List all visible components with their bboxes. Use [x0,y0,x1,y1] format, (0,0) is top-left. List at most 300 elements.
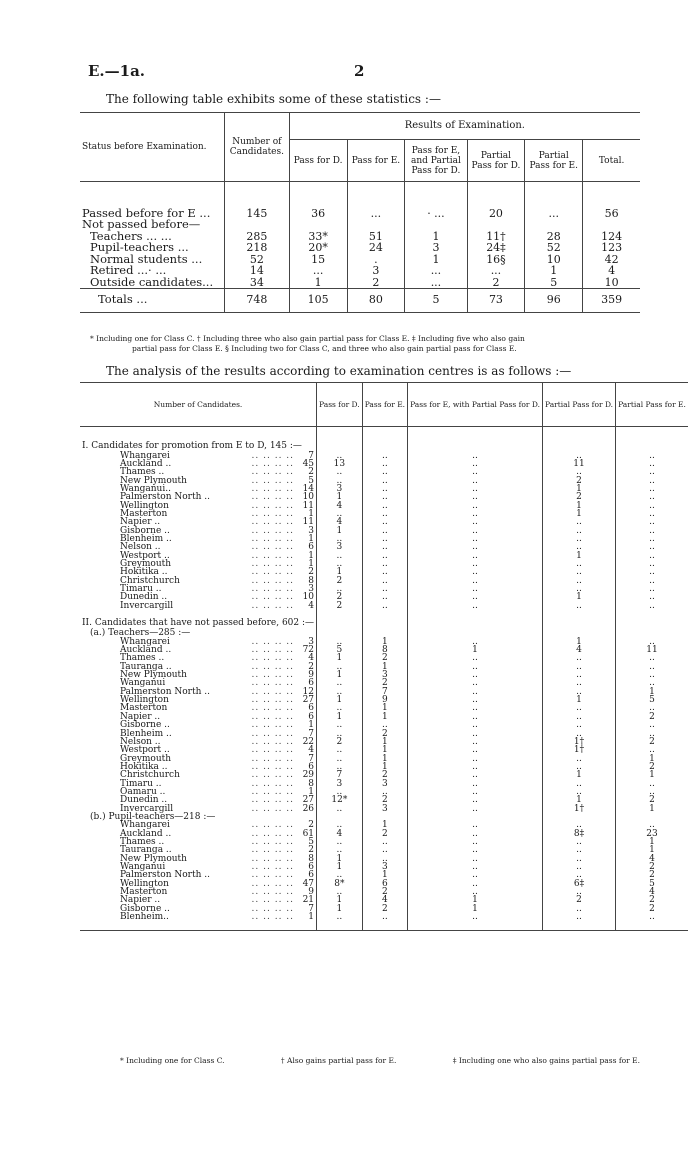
leader-dots: .. .. .. .. [251,542,295,553]
centre-name: Christchurch [120,575,180,586]
result-value: 2 [616,713,688,721]
centre-name: Napier .. [120,517,161,528]
result-value: 13 [317,460,363,468]
result-value: .. [362,721,407,729]
result-value: .. [362,560,407,568]
centre-name: Wellington [120,695,169,706]
number-of-candidates: 10 [302,592,315,603]
result-value: .. [616,593,688,601]
result-value: .. [362,577,407,585]
result-value: .. [408,568,543,576]
centre-name: Tauranga .. [120,845,172,856]
leader-dots: .. .. .. .. [251,720,295,731]
result-value: .. [616,746,688,754]
analysis-column-header: Pass for E, with Partial Pass for D. [408,383,543,427]
result-value: .. [542,838,615,846]
leader-dots: .. .. .. .. [251,483,295,494]
row-label: Passed before for E ... [82,205,211,220]
result-value: .. [362,460,407,468]
number-of-candidates: 6 [308,711,315,722]
leader-dots: .. .. .. .. [251,550,295,561]
result-value: .. [408,502,543,510]
result-value: 1 [317,905,363,913]
result-value: 3 [317,485,363,493]
empty-cell [542,441,615,452]
row-value: 14 [225,265,290,277]
result-value: .. [317,755,363,763]
result-value: .. [542,602,615,610]
result-value: .. [408,871,543,879]
result-value: .. [616,821,688,829]
statistics-table [80,112,640,313]
results-column-header: Partial Pass for D. [467,140,525,182]
result-value: .. [616,527,688,535]
row-value: 96 [525,288,583,312]
result-value: .. [542,452,615,460]
number-group [252,805,314,813]
leader-dots: .. .. .. .. [251,450,295,461]
result-value: 1 [616,688,688,696]
result-value: .. [362,846,407,854]
number-of-candidates: 21 [302,895,315,906]
result-value: .. [317,788,363,796]
row-value: 145 [225,208,290,220]
result-value: .. [317,704,363,712]
result-value: .. [616,552,688,560]
result-value: .. [616,679,688,687]
result-value: 1† [542,738,615,746]
result-value: 1 [616,771,688,779]
result-value: .. [616,671,688,679]
number-of-candidates: 5 [308,836,315,847]
centre-name: Thames .. [120,653,165,664]
result-value: .. [317,746,363,754]
row-value: 56 [583,208,640,220]
centre-name: Blenheim .. [120,533,172,544]
centre-name: Gisborne .. [120,525,170,536]
centre-name: Palmerston North .. [120,492,210,503]
result-value: 5 [616,880,688,888]
row-value: ... [405,265,467,277]
centre-name: Masterton [120,703,168,714]
result-value: .. [542,679,615,687]
row-value: 5 [405,288,467,312]
number-of-candidates: 1 [308,550,315,561]
result-value: .. [542,730,615,738]
empty-cell [616,618,688,629]
row-label: Pupil-teachers ... [90,240,189,254]
report-reference: E.—1a. [88,62,146,80]
number-of-candidates: 6 [308,678,315,689]
number-of-candidates: 1 [308,508,315,519]
result-value: .. [362,913,407,921]
result-value: 2 [317,738,363,746]
result-value: .. [317,821,363,829]
result-value: 1 [542,696,615,704]
empty-cell [362,618,407,629]
result-value: .. [542,663,615,671]
empty-cell [317,618,363,629]
footnote: ‡ Including one who also gains partial pass for E. [452,1056,640,1065]
row-value: ... [289,265,347,277]
row-value: 3 [405,242,467,254]
centre-name: Nelson .. [120,736,161,747]
number-of-candidates: 12 [302,686,315,697]
centre-name: Dunedin .. [120,592,168,603]
number-of-candidates: 7 [308,903,315,914]
result-value: .. [616,602,688,610]
result-value: .. [542,780,615,788]
result-value: .. [362,452,407,460]
result-value: .. [317,552,363,560]
result-value: 2 [362,888,407,896]
row-value: 24‡ [467,242,525,254]
centre-name: Gisborne .. [120,903,170,914]
result-value: 2 [362,730,407,738]
number-of-candidates: 4 [308,745,315,756]
row-value: 285 [225,231,290,243]
row-value: 11† [467,231,525,243]
result-value: .. [408,738,543,746]
result-value: .. [408,838,543,846]
subsection-heading: (a.) Teachers—285 :— [90,628,191,639]
result-value: .. [616,730,688,738]
number-of-candidates: 27 [302,695,315,706]
result-value: 7 [317,771,363,779]
result-value: .. [408,593,543,601]
number-of-candidates: 1 [308,912,315,923]
leader-dots: .. .. .. .. [251,803,295,814]
centre-name: Whangarei [120,636,170,647]
result-value: 2 [362,830,407,838]
result-value: .. [317,763,363,771]
empty-cell [317,441,363,452]
result-value: 1 [542,485,615,493]
centre-row [80,602,688,610]
result-value: 1 [317,527,363,535]
row-value: 51 [347,231,405,243]
empty-cell [542,618,615,629]
number-of-candidates: 9 [308,670,315,681]
result-value: .. [408,821,543,829]
centre-name: Dunedin .. [120,795,168,806]
number-of-candidates: 4 [308,653,315,664]
leader-dots: .. .. .. .. [251,695,295,706]
centre-name: Wellington [120,878,169,889]
number-of-candidates: 26 [302,803,315,814]
result-value: .. [542,568,615,576]
leader-dots: .. .. .. .. [251,525,295,536]
result-value: 3 [317,780,363,788]
result-value: .. [542,788,615,796]
leader-dots: .. .. .. .. [251,770,295,781]
row-value: 2 [347,277,405,289]
row-value: 28 [525,231,583,243]
row-value: ... [525,208,583,220]
number-of-candidates: 7 [308,728,315,739]
result-value: .. [616,568,688,576]
result-value: .. [362,838,407,846]
row-value: ... [467,265,525,277]
result-value: .. [542,863,615,871]
leader-dots: .. .. .. .. [251,600,295,611]
result-value: .. [362,593,407,601]
leader-dots: .. .. .. .. [251,533,295,544]
centre-name: Westport .. [120,745,170,756]
result-value: .. [408,855,543,863]
result-value: .. [616,452,688,460]
result-value: .. [542,888,615,896]
section-heading: I. Candidates for promotion from E to D, 145 :— [82,440,302,451]
result-value: .. [408,577,543,585]
result-value: 2 [362,771,407,779]
analysis-column-header: Pass for E. [362,383,407,427]
analysis-table [80,382,688,931]
result-value: .. [408,602,543,610]
number-of-candidates: 8 [308,575,315,586]
result-value: .. [408,485,543,493]
result-value: .. [408,493,543,501]
result-value: 1 [362,713,407,721]
result-value: .. [542,560,615,568]
result-value: .. [542,535,615,543]
result-value: .. [317,510,363,518]
centre-name: Masterton [120,508,168,519]
number-of-candidates: 2 [308,661,315,672]
result-value: 2 [616,896,688,904]
result-value: .. [542,468,615,476]
result-value: 2 [616,763,688,771]
result-value: 1 [616,805,688,813]
result-value: .. [362,568,407,576]
result-value: .. [542,913,615,921]
result-value: 1 [362,638,407,646]
centre-name: New Plymouth [120,670,187,681]
row-value [467,219,525,231]
result-value: .. [616,560,688,568]
leader-dots: .. .. .. .. [251,686,295,697]
row-value: 124 [583,231,640,243]
result-value: .. [408,679,543,687]
number-of-candidates: 22 [302,736,315,747]
result-value: .. [362,468,407,476]
result-value: .. [362,585,407,593]
result-value: .. [616,493,688,501]
result-value: 1 [317,654,363,662]
leader-dots: .. .. .. .. [251,912,295,923]
result-value: .. [408,560,543,568]
result-value: .. [542,671,615,679]
result-value: 5 [317,646,363,654]
result-value: .. [317,468,363,476]
row-value: 80 [347,288,405,312]
footnote-line: * Including one for Class C. † Including three who also gain partial pass for Class E. ‡ Including five who also gain [90,334,525,343]
result-value: 8* [317,880,363,888]
result-value: .. [408,638,543,646]
candidates-header: Number of Candidates. [153,399,243,409]
statistics-row [80,288,640,312]
leader-dots: .. .. .. .. [251,878,295,889]
intro-text: The following table exhibits some of these statistics :— [106,92,441,106]
result-value: 1 [542,796,615,804]
centre-name: Gisborne .. [120,720,170,731]
leader-dots: .. .. .. .. [251,458,295,469]
row-value: 10 [525,254,583,266]
empty-cell [616,441,688,452]
result-value: .. [408,704,543,712]
number-of-candidates: 6 [308,542,315,553]
row-value: 73 [467,288,525,312]
result-value: .. [408,805,543,813]
number-of-candidates: 5 [308,475,315,486]
result-value: .. [317,560,363,568]
number-of-candidates: 7 [308,450,315,461]
row-label: Retired ...· ... [90,263,167,277]
result-value: 1 [362,871,407,879]
number-group [252,602,314,610]
result-value: .. [317,838,363,846]
result-value: 6 [362,880,407,888]
page-header [88,62,368,80]
row-label: Teachers ... ... [90,228,172,243]
result-value: .. [362,527,407,535]
result-value: 2 [616,863,688,871]
number-of-candidates: 6 [308,703,315,714]
result-value: .. [542,855,615,863]
result-value: 1 [317,696,363,704]
result-value: 1 [362,821,407,829]
row-value: 10 [583,277,640,289]
centre-row [80,913,688,921]
row-value: 20* [289,242,347,254]
result-value: .. [317,477,363,485]
leader-dots: .. .. .. .. [251,467,295,478]
result-value: .. [542,905,615,913]
result-value: .. [362,502,407,510]
row-value: 33* [289,231,347,243]
number-of-candidates: 27 [302,795,315,806]
centre-name: Wanganui [120,678,166,689]
result-value: .. [408,688,543,696]
result-value: .. [317,730,363,738]
empty-cell [408,441,543,452]
section-heading-row [80,441,688,452]
leader-dots: .. .. .. .. [251,500,295,511]
result-value: 1 [408,896,543,904]
result-value: .. [408,913,543,921]
row-label: Not passed before— [82,217,201,231]
result-value: 1 [317,568,363,576]
result-value: 2 [362,654,407,662]
leader-dots: .. .. .. .. [251,645,295,656]
result-value: .. [408,535,543,543]
number-of-candidates: 4 [308,600,315,611]
result-value: .. [408,468,543,476]
centre-name: Blenheim .. [120,728,172,739]
result-value: 1 [317,863,363,871]
leader-dots: .. .. .. .. [251,761,295,772]
result-value: 1 [408,905,543,913]
leader-dots: .. .. .. .. [251,870,295,881]
centre-name: Westport .. [120,550,170,561]
result-value: 1 [317,896,363,904]
leader-dots: .. .. .. .. [251,736,295,747]
analysis-column-header: Partial Pass for E. [616,383,688,427]
result-value: .. [616,788,688,796]
leader-dots: .. .. .. .. [251,887,295,898]
result-value: .. [542,821,615,829]
result-value: .. [542,688,615,696]
result-value: 2 [317,593,363,601]
centre-cell [80,913,316,921]
result-value: .. [408,452,543,460]
result-value: .. [362,485,407,493]
leader-dots: .. .. .. .. [251,670,295,681]
result-value: .. [542,755,615,763]
result-value: .. [542,713,615,721]
row-value: 123 [583,242,640,254]
result-value: 1 [362,738,407,746]
results-column-header: Pass for E. [347,140,405,182]
centre-cell [80,602,316,610]
leader-dots: .. .. .. .. [251,678,295,689]
number-of-candidates: 1 [308,533,315,544]
result-value: 9 [362,696,407,704]
result-value: .. [616,468,688,476]
number-of-candidates: 6 [308,761,315,772]
result-value: 4 [616,855,688,863]
row-value: 1 [525,265,583,277]
result-value: .. [542,577,615,585]
centre-name: Timaru .. [120,584,162,594]
result-value: .. [616,654,688,662]
result-value: .. [616,638,688,646]
leader-dots: .. .. .. .. [251,828,295,839]
result-value: 4 [362,896,407,904]
centre-name: New Plymouth [120,475,187,486]
result-value: .. [542,654,615,662]
result-value: 1† [542,746,615,754]
number-of-candidates: 2 [308,467,315,478]
result-value: 2 [616,738,688,746]
section-heading: II. Candidates that have not passed before, 602 :— [82,618,315,629]
leader-dots: .. .. .. .. [251,728,295,739]
result-value: .. [616,577,688,585]
row-value: . [347,254,405,266]
centre-name: Masterton [120,887,168,898]
result-value: 1† [542,805,615,813]
number-of-candidates: 61 [302,828,315,839]
number-of-candidates: 11 [302,500,315,511]
result-value: .. [616,477,688,485]
result-value: 1 [317,493,363,501]
result-value: .. [616,460,688,468]
leader-dots: .. .. .. .. [251,895,295,906]
result-value: .. [362,855,407,863]
leader-dots: .. .. .. .. [251,592,295,603]
result-value: 1 [362,755,407,763]
row-value: 16§ [467,254,525,266]
result-value: .. [616,510,688,518]
result-value: .. [408,585,543,593]
number-of-candidates: 29 [302,770,315,781]
leader-dots: .. .. .. .. [251,795,295,806]
row-value: 105 [289,288,347,312]
result-value: .. [408,477,543,485]
result-value: 1 [616,755,688,763]
result-value: 2 [542,896,615,904]
centre-name: Palmerston North .. [120,686,210,697]
